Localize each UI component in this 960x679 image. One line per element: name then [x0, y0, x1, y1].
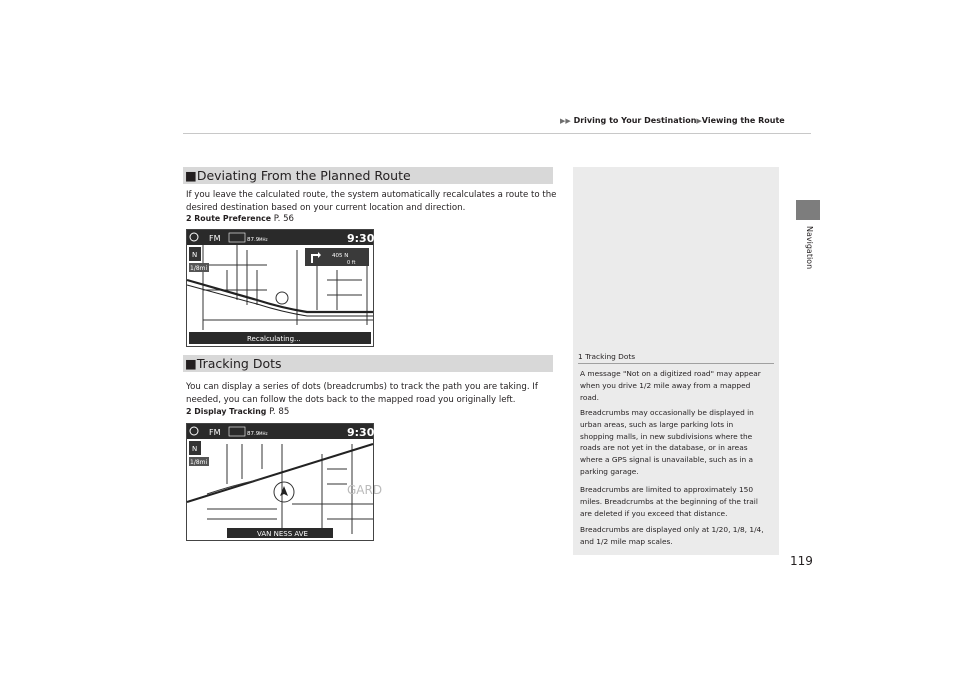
- note-divider: [578, 363, 774, 364]
- note-paragraph-1: A message "Not on a digitized road" may appear when you drive 1/2 mile away from a mapped road.: [580, 369, 761, 402]
- page-number: 119: [790, 554, 813, 568]
- radio-frequency: 87.9: [247, 237, 260, 243]
- street-name: VAN NESS AVE: [257, 530, 308, 538]
- xref-arrow-icon: 2: [186, 407, 192, 416]
- radio-band: FM: [209, 234, 221, 243]
- square-bullet-icon: ■: [185, 168, 197, 183]
- section-heading-tracking: ■Tracking Dots: [183, 355, 553, 372]
- note-paragraph-2: Breadcrumbs may occasionally be displayed in urban areas, such as large parking lots in shopping malls, in new subdivisions where the roads are not yet in the database, or in areas where a GPS signal is unavailable, such as in a parking garage.: [580, 408, 754, 476]
- triangle-icon: ▶: [696, 117, 702, 125]
- route-preference-link[interactable]: 2 Route Preference P. 56: [186, 214, 295, 224]
- clock: 9:30: [347, 232, 375, 245]
- svg-text:N: N: [192, 251, 198, 259]
- breadcrumb-chapter[interactable]: Driving to Your Destination: [573, 116, 697, 125]
- svg-text:0 ft: 0 ft: [347, 260, 356, 266]
- xref-arrow-icon: 2: [186, 214, 192, 223]
- note-heading: 1 Tracking Dots: [578, 352, 636, 361]
- status-text: Recalculating...: [247, 335, 301, 343]
- vehicle-position-icon: [276, 292, 288, 304]
- clock: 9:30: [347, 426, 375, 439]
- radio-frequency: 87.9: [247, 431, 260, 437]
- chapter-tab-marker: [796, 200, 820, 220]
- svg-text:GARD: GARD: [347, 483, 383, 497]
- note-paragraph-4: Breadcrumbs are displayed only at 1/20, 1/8, 1/4, and 1/2 mile map scales.: [580, 525, 764, 546]
- note-marker-icon: 1: [578, 352, 583, 361]
- map-screen-tracking: [186, 423, 383, 541]
- square-bullet-icon: ■: [185, 356, 197, 371]
- deviating-body: If you leave the calculated route, the system automatically recalculates a route to the desired destination based on your current location and direction.: [186, 190, 557, 213]
- triangle-icon: ▶▶: [560, 117, 571, 125]
- header-divider: [183, 133, 811, 134]
- section-heading-deviating: ■Deviating From the Planned Route: [183, 167, 553, 184]
- svg-text:405 N: 405 N: [332, 253, 349, 259]
- display-tracking-link[interactable]: 2 Display Tracking P. 85: [186, 407, 290, 417]
- radio-band: FM: [209, 428, 221, 437]
- chapter-tab-label: Navigation: [805, 226, 814, 270]
- map-screen-recalculating: [186, 229, 374, 347]
- map-scale: 1/8mi: [190, 265, 208, 272]
- svg-text:MHz: MHz: [259, 237, 268, 242]
- map-scale: 1/8mi: [190, 459, 208, 466]
- svg-text:N: N: [192, 445, 198, 453]
- breadcrumb-section[interactable]: Viewing the Route: [701, 116, 785, 125]
- note-paragraph-3: Breadcrumbs are limited to approximately 150 miles. Breadcrumbs at the beginning of the trail are deleted if you exceed that distance.: [580, 485, 758, 518]
- tracking-body: You can display a series of dots (breadcrumbs) to track the path you are taking. If needed, you can follow the dots back to the mapped road you originally left.: [186, 382, 538, 405]
- svg-text:MHz: MHz: [259, 431, 268, 436]
- breadcrumb: [560, 116, 785, 125]
